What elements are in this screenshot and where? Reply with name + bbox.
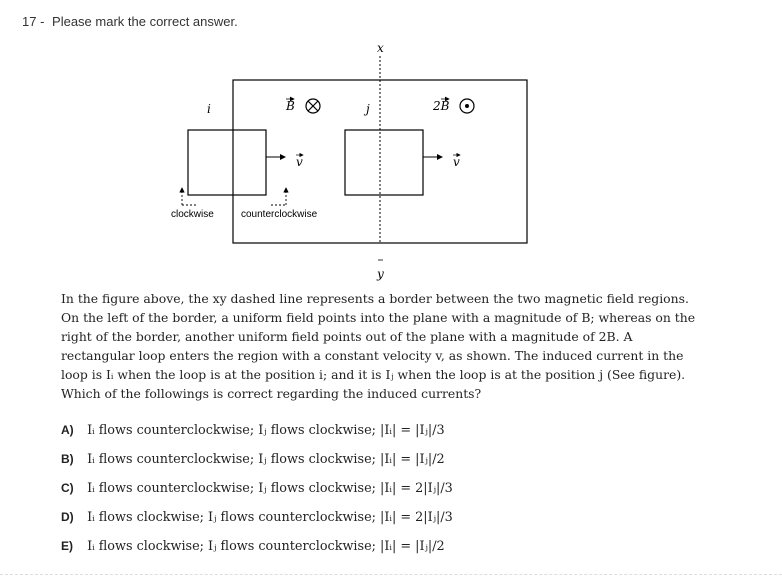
option-letter: B) (61, 452, 74, 466)
option-text: Iᵢ flows clockwise; Iⱼ flows counterclockwise; |Iᵢ| = 2|Iⱼ|/3 (87, 510, 453, 525)
axis-x-label: x (377, 41, 384, 55)
clockwise-label: clockwise (171, 209, 214, 220)
option-text: Iᵢ flows counterclockwise; Iⱼ flows clockwise; |Iᵢ| = |Iⱼ|/2 (87, 452, 445, 467)
page-divider (0, 574, 782, 575)
option-text: Iᵢ flows counterclockwise; Iⱼ flows clockwise; |Iᵢ| = |Iⱼ|/3 (87, 423, 445, 438)
loop-position-j (345, 130, 423, 195)
question-body: In the figure above, the xy dashed line represents a border between the two magnetic field regions. On the left of the border, a uniform field points into the plane with a magnitude of B; whereas on the right of the border, another uniform field points out of the plane with a magnitude of 2B. A rectangular loop enters the region with a constant velocity v, as shown. The induced current in the loop is Iᵢ when the loop is at the position i; and it is Iⱼ when the loop is at the position j (See figure). Which of the followings is correct regarding the induced currents? (61, 291, 696, 401)
out-of-page-icon (460, 99, 474, 113)
option-e[interactable] (61, 539, 453, 568)
option-b[interactable] (61, 452, 453, 481)
answer-options (61, 423, 453, 568)
clockwise-current-icon (182, 188, 198, 205)
counterclockwise-label: counterclockwise (241, 209, 318, 220)
option-letter: C) (61, 481, 74, 495)
option-c[interactable] (61, 481, 453, 510)
option-letter: D) (61, 510, 74, 524)
option-d[interactable] (61, 510, 453, 539)
left-field-label: B (286, 99, 295, 113)
axis-y-label: y (377, 267, 384, 281)
position-i-label: i (207, 102, 211, 116)
option-text: Iᵢ flows clockwise; Iⱼ flows counterclockwise; |Iᵢ| = |Iⱼ|/2 (87, 539, 445, 554)
velocity-label-i: v (296, 155, 303, 169)
option-text: Iᵢ flows counterclockwise; Iⱼ flows clockwise; |Iᵢ| = 2|Iⱼ|/3 (87, 481, 453, 496)
into-page-icon (306, 99, 320, 113)
option-a[interactable] (61, 423, 453, 452)
question-prompt: Please mark the correct answer. (52, 14, 238, 29)
position-j-label: j (366, 102, 370, 116)
option-letter: A) (61, 423, 74, 437)
option-letter: E) (61, 539, 73, 553)
right-field-label: 2B (433, 99, 450, 113)
question-number: 17 - (22, 14, 45, 29)
velocity-label-j: v (453, 155, 460, 169)
loop-position-i (188, 130, 266, 195)
counterclockwise-current-icon (271, 188, 286, 205)
